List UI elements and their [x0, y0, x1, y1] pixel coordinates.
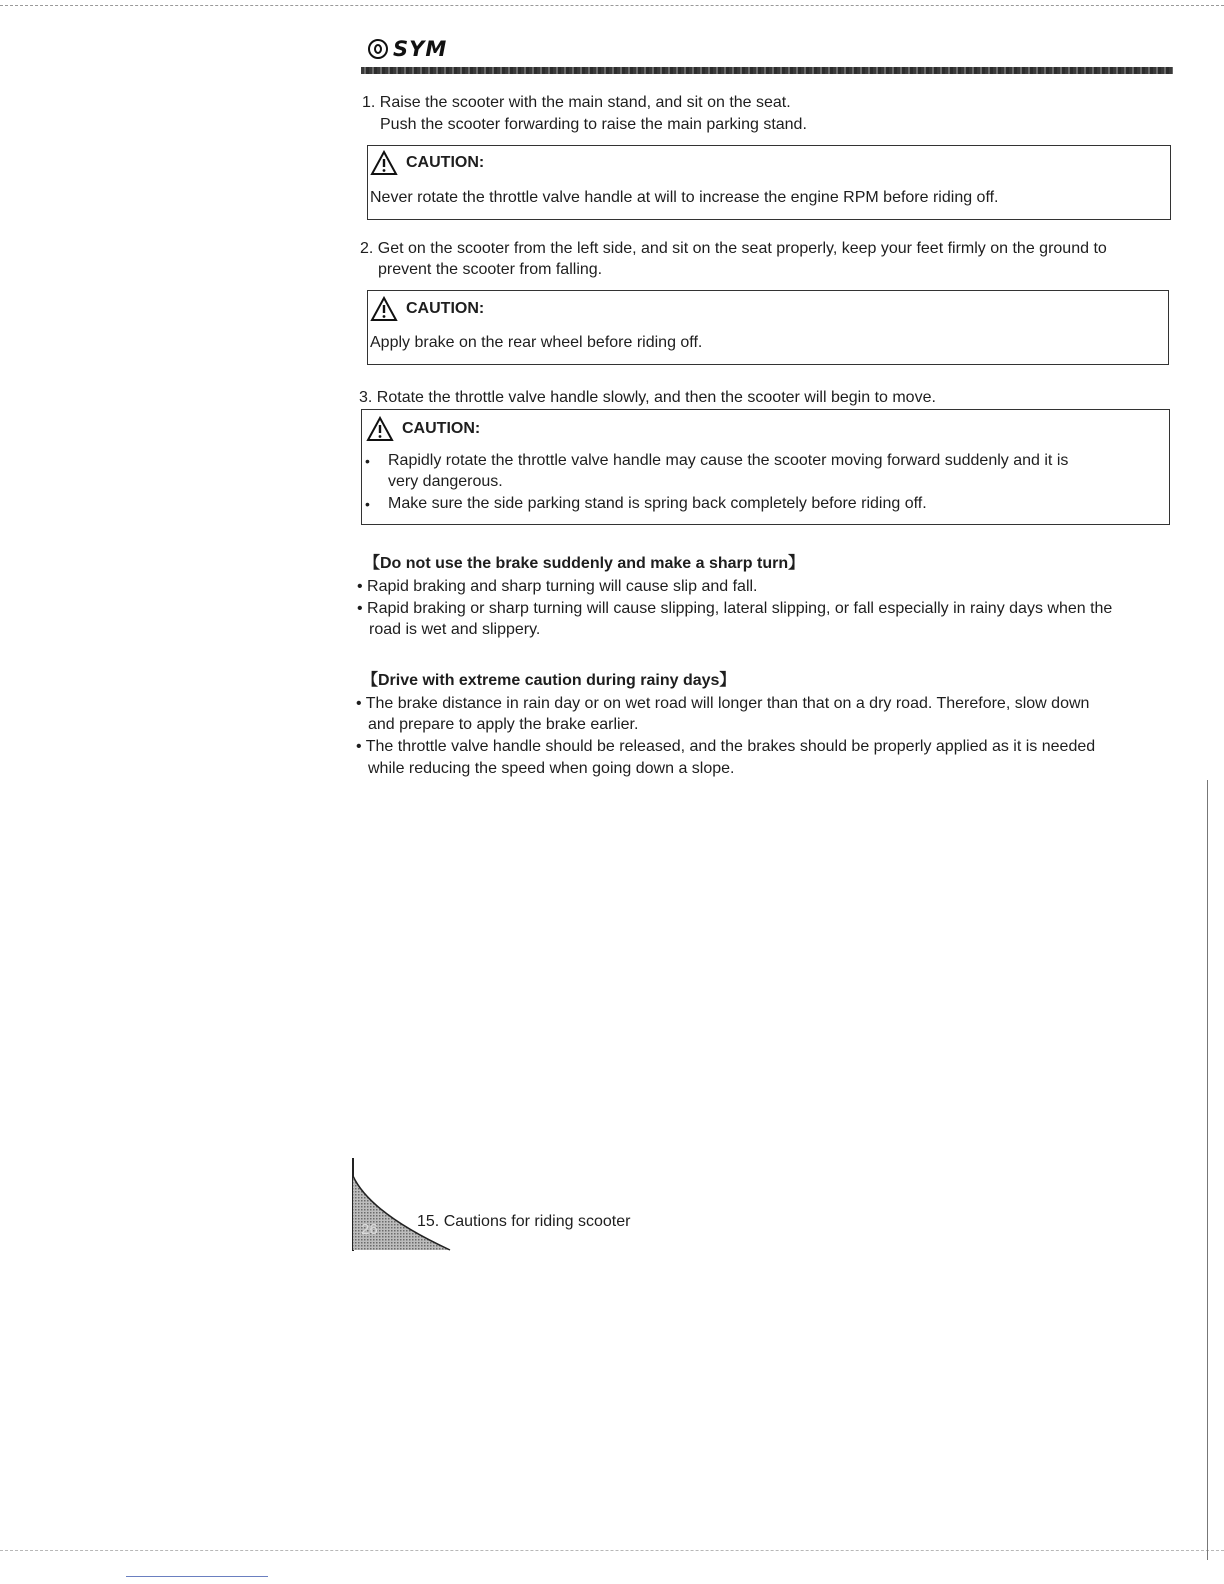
caution-box-3 — [361, 409, 1170, 525]
step-3-line-1: 3. Rotate the throttle valve handle slowly, and then the scooter will begin to move. — [359, 389, 936, 406]
scan-edge-top — [0, 5, 1224, 6]
scan-mark — [126, 1576, 268, 1577]
header-rule — [361, 67, 1173, 74]
caution-text: Never rotate the throttle valve handle at will to increase the engine RPM before riding off. — [370, 189, 999, 206]
caution-label: CAUTION: — [402, 420, 481, 437]
caution-item-2: Make sure the side parking stand is spring back completely before riding off. — [388, 495, 927, 512]
scan-edge-right — [1207, 780, 1208, 1560]
brand-logo-text: SYM — [393, 37, 448, 61]
section-2-item-1-line-2: and prepare to apply the brake earlier. — [368, 716, 639, 733]
step-2-line-1: 2. Get on the scooter from the left side, and sit on the seat properly, keep your feet firmly on the ground to — [360, 240, 1107, 257]
brand-logo — [368, 36, 447, 62]
caution-box-2 — [367, 290, 1169, 365]
section-2-item-2-line-1: • The throttle valve handle should be released, and the brakes should be properly applied as it is needed — [356, 738, 1096, 755]
caution-heading — [366, 416, 480, 442]
warning-triangle-icon — [370, 150, 398, 176]
step-1-line-1: 1. Raise the scooter with the main stand, and sit on the seat. — [362, 94, 791, 111]
page-number: 26 — [361, 1221, 378, 1238]
section-2-item-2-line-2: while reducing the speed when going down a slope. — [368, 760, 735, 777]
section-1-item-2-line-2: road is wet and slippery. — [369, 621, 541, 638]
caution-item-1-line-1: Rapidly rotate the throttle valve handle may cause the scooter moving forward suddenly and it is — [388, 452, 1069, 469]
caution-label: CAUTION: — [406, 154, 485, 171]
scan-edge-bottom — [0, 1550, 1224, 1551]
bullet-icon: • — [365, 453, 370, 469]
section-heading-brake: 【Do not use the brake suddenly and make a sharp turn】 — [364, 555, 805, 572]
bullet-icon: • — [365, 496, 370, 512]
step-2-line-2: prevent the scooter from falling. — [378, 261, 603, 278]
caution-heading — [370, 150, 484, 176]
section-1-item-2-line-1: • Rapid braking or sharp turning will cause slipping, lateral slipping, or fall especially in rainy days when the — [357, 600, 1113, 617]
section-1-item-1: • Rapid braking and sharp turning will cause slip and fall. — [357, 578, 758, 595]
brand-emblem-icon — [368, 39, 388, 59]
caution-item-1-line-2: very dangerous. — [388, 473, 503, 490]
footer-section-title: 15. Cautions for riding scooter — [417, 1213, 631, 1230]
caution-heading — [370, 296, 484, 322]
warning-triangle-icon — [366, 416, 394, 442]
section-2-item-1-line-1: • The brake distance in rain day or on wet road will longer than that on a dry road. Therefore, slow down — [356, 695, 1090, 712]
warning-triangle-icon — [370, 296, 398, 322]
caution-label: CAUTION: — [406, 300, 485, 317]
step-1-line-2: Push the scooter forwarding to raise the main parking stand. — [380, 116, 807, 133]
section-heading-rainy: 【Drive with extreme caution during rainy days】 — [362, 672, 736, 689]
caution-text: Apply brake on the rear wheel before riding off. — [370, 334, 703, 351]
caution-box-1 — [367, 145, 1171, 220]
